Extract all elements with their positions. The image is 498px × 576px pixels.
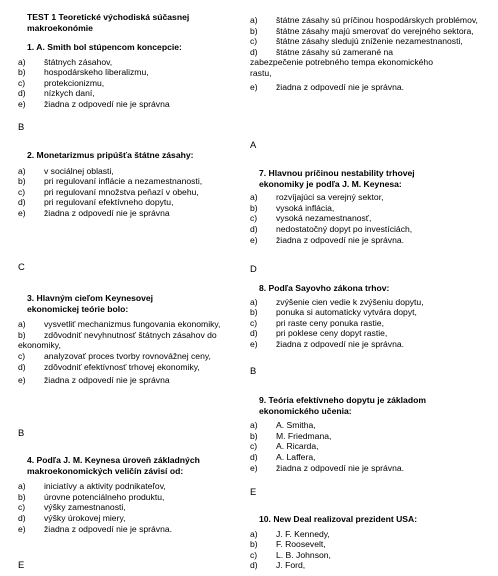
option-d: d) A. Laffera, <box>250 451 316 462</box>
option-e: e) žiadna z odpovedí nie je správna. <box>250 338 405 349</box>
option-d: d) pri regulovaní efektívneho dopytu, <box>18 197 174 208</box>
option-b: b) ponuka si automaticky vytvára dopyt, <box>250 307 417 318</box>
option-d: d) pri poklese ceny dopyt rastie, <box>250 328 388 339</box>
option-c: c) pri regulovaní množstva peňazí v obehu, <box>18 186 199 197</box>
option-list <box>250 297 482 350</box>
option-e: e) žiadna z odpovedí nie je správna. <box>250 462 405 473</box>
option-e: e) žiadna z odpovedí nie je správna. <box>250 234 405 245</box>
option-list <box>18 319 234 386</box>
option-a: a) iniciatívy a aktivity podnikateľov, <box>18 481 166 492</box>
option-list <box>18 57 234 110</box>
question-4 <box>18 455 234 534</box>
question-3 <box>18 293 234 386</box>
option-list <box>250 192 482 245</box>
question-8 <box>250 283 482 350</box>
answer-2: C <box>18 261 25 272</box>
option-e: e) žiadna z odpovedí nie je správna <box>18 207 170 218</box>
option-c: c) protekcionizmu, <box>18 77 105 88</box>
option-a: a) J. F. Kennedy, <box>250 528 330 539</box>
question-text: 10. New Deal realizoval prezident USA: <box>259 514 418 524</box>
option-e: e) žiadna z odpovedí nie je správna. <box>250 81 405 92</box>
option-list <box>18 481 234 534</box>
answer-7: D <box>250 263 257 274</box>
test-header <box>18 12 234 33</box>
question-7 <box>250 168 482 245</box>
question-text: 1. A. Smith bol stúpencom koncepcie: <box>27 42 182 52</box>
option-d: d) nízkych daní, <box>18 88 95 99</box>
option-b: b) štátne zásahy majú smerovať do verejného sektora, <box>250 25 474 36</box>
question-9 <box>250 395 482 473</box>
option-d: d) J. Ford, <box>250 560 306 571</box>
answer-4: E <box>18 559 25 570</box>
option-a: a) v sociálnej oblasti, <box>18 165 114 176</box>
option-c: c) vysoká nezamestnanosť, <box>250 213 372 224</box>
option-b: b) úrovne potenciálneho produktu, <box>18 491 165 502</box>
option-a: a) štátnych zásahov, <box>18 56 113 67</box>
option-b: b) pri regulovaní inflácie a nezamestnanosti, <box>18 176 203 187</box>
option-d: d) zdôvodniť efektívnosť trhovej ekonomiky, <box>18 361 200 372</box>
answer-9: E <box>250 486 257 497</box>
option-list <box>250 15 482 92</box>
question-1 <box>18 42 234 110</box>
option-c: c) A. Ricarda, <box>250 441 319 452</box>
test-title: TEST 1 Teoretické východiská súčasnej makroekonómie <box>27 12 190 33</box>
question-text: 2. Monetarizmus pripúšťa štátne zásahy: <box>27 150 194 160</box>
answer-3: B <box>18 427 25 438</box>
question-text: 8. Podľa Sayovho zákona trhov: <box>259 283 390 293</box>
option-a: a) A. Smitha, <box>250 420 316 431</box>
option-b: b) hospodárskeho liberalizmu, <box>18 67 149 78</box>
question-text: 7. Hlavnou príčinou nestability trhovej ekonomiky je podľa J. M. Keynesa: <box>259 168 415 189</box>
option-e: e) žiadna z odpovedí nie je správna <box>18 98 170 109</box>
option-c: c) pri raste ceny ponuka rastie, <box>250 317 384 328</box>
option-a: a) štátne zásahy sú príčinou hospodárskych problémov, <box>250 15 478 25</box>
answer-8: B <box>250 365 257 376</box>
option-b: b) F. Roosevelt, <box>250 539 326 550</box>
question-text: 4. Podľa J. M. Keynesa úroveň základných makroekonomických veličín závisí od: <box>27 455 200 476</box>
option-c: c) L. B. Johnson, <box>250 549 331 560</box>
question-6-options <box>250 15 482 92</box>
answer-1: B <box>18 121 25 132</box>
option-b: b) zdôvodniť nevyhnutnosť štátnych zásahov do ekonomiky, <box>18 329 217 351</box>
question-text: 3. Hlavným cieľom Keynesovej ekonomickej teórie bolo: <box>27 293 154 314</box>
question-text: 9. Teória efektívneho dopytu je základom ekonomického učenia: <box>259 395 426 416</box>
answer-6: A <box>250 139 257 150</box>
option-c: c) štátne zásahy sledujú zníženie nezamestnanosti, <box>250 36 463 47</box>
question-2 <box>18 150 234 219</box>
option-c: c) výšky zamestnanosti, <box>18 502 126 513</box>
option-b: b) M. Friedmana, <box>250 430 332 441</box>
option-e: e) žiadna z odpovedí nie je správna. <box>18 523 173 534</box>
option-list <box>18 166 234 219</box>
option-list <box>250 420 482 473</box>
question-10 <box>250 514 482 571</box>
option-d: d) výšky úrokovej miery, <box>18 512 126 523</box>
option-a: a) rozvíjajúci sa verejný sektor, <box>250 192 384 203</box>
option-list <box>250 529 482 571</box>
option-d: d) nedostatočný dopyt po investíciách, <box>250 223 413 234</box>
option-a: a) zvýšenie cien vedie k zvýšeniu dopytu, <box>250 296 424 307</box>
option-c: c) analyzovať proces tvorby rovnovážnej ceny, <box>18 350 211 361</box>
option-d: d) štátne zásahy sú zamerané na zabezpečenie potrebného tempa ekonomického rastu, <box>250 46 433 78</box>
option-a: a) vysvetliť mechanizmus fungovania ekonomiky, <box>18 319 221 330</box>
option-b: b) vysoká inflácia, <box>250 202 335 213</box>
option-e: e) žiadna z odpovedí nie je správna <box>18 375 170 386</box>
